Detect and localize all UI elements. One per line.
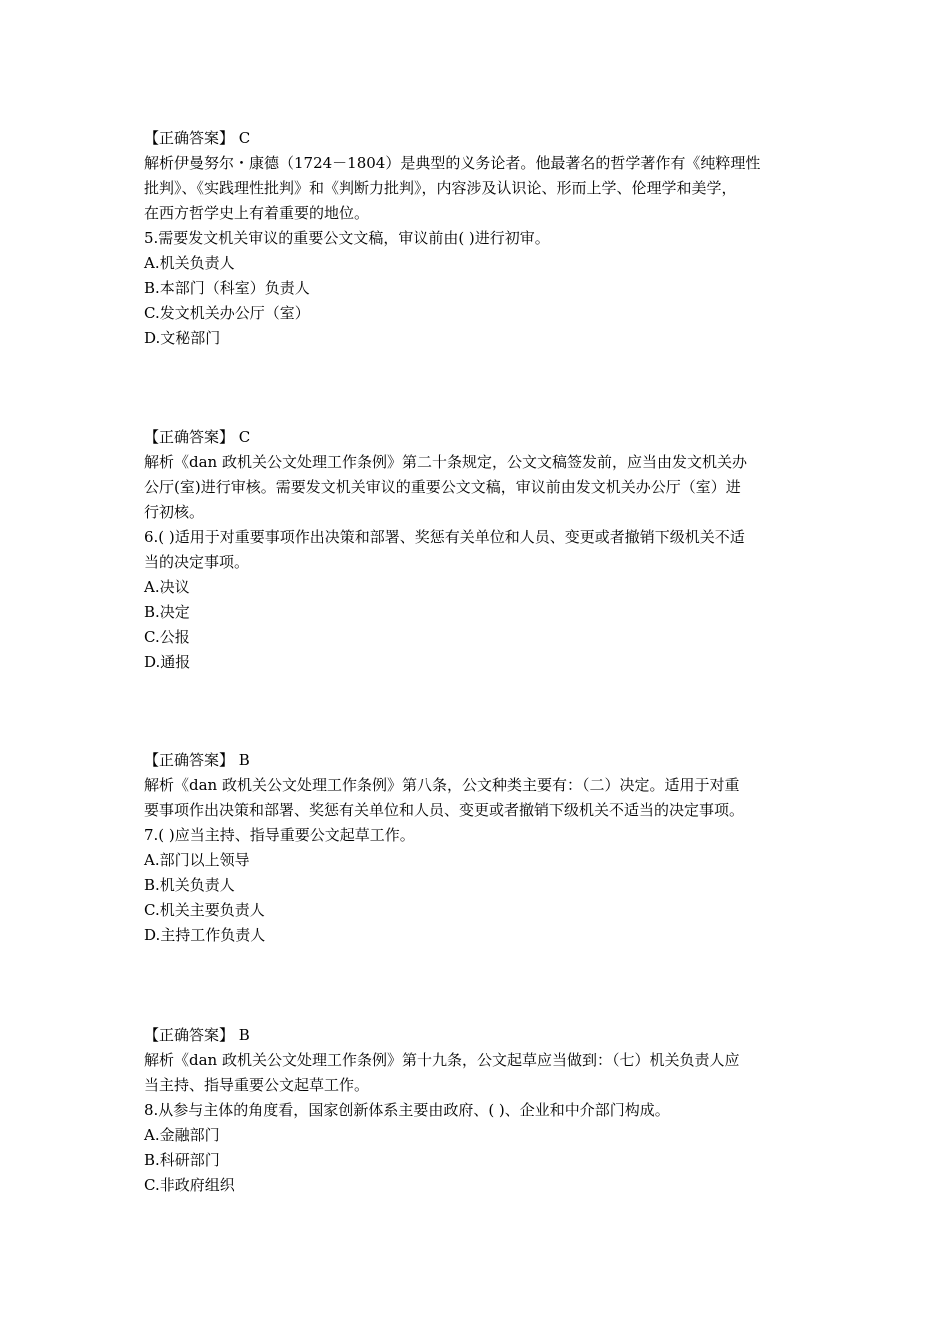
explanation-line: 解析伊曼努尔・康德（1724－1804）是典型的义务论者。他最著名的哲学著作有《纯粹理性 xyxy=(144,154,761,172)
option-d: D.通报 xyxy=(144,653,191,671)
option-c: C.发文机关办公厅（室） xyxy=(144,304,310,322)
explanation-line: 要事项作出决策和部署、奖惩有关单位和人员、变更或者撤销下级机关不适当的决定事项。 xyxy=(144,801,745,819)
option-a: A.决议 xyxy=(144,578,190,596)
option-a: A.机关负责人 xyxy=(144,254,235,272)
explanation-line: 行初核。 xyxy=(144,503,205,521)
question-7: 7.( )应当主持、指导重要公文起草工作。 xyxy=(144,826,415,844)
option-b: B.本部门（科室）负责人 xyxy=(144,279,310,297)
option-d: D.主持工作负责人 xyxy=(144,926,266,944)
explanation-line: 公厅(室)进行审核。需要发文机关审议的重要公文文稿，审议前由发文机关办公厅（室）进 xyxy=(144,478,741,496)
option-d: D.文秘部门 xyxy=(144,329,221,347)
explanation-line: 解析《dan 政机关公文处理工作条例》第十九条，公文起草应当做到：（七）机关负责人应 xyxy=(144,1051,740,1069)
option-b: B.决定 xyxy=(144,603,190,621)
question-6-cont: 当的决定事项。 xyxy=(144,553,250,571)
answer-line: 【正确答案】 B xyxy=(144,751,250,769)
question-6: 6.( )适用于对重要事项作出决策和部署、奖惩有关单位和人员、变更或者撤销下级机关不适 xyxy=(144,528,745,546)
explanation-line: 解析《dan 政机关公文处理工作条例》第二十条规定，公文文稿签发前，应当由发文机关办 xyxy=(144,453,747,471)
option-a: A.部门以上领导 xyxy=(144,851,250,869)
option-c: C.公报 xyxy=(144,628,190,646)
explanation-line: 在西方哲学史上有着重要的地位。 xyxy=(144,204,370,222)
question-5: 5.需要发文机关审议的重要公文文稿，审议前由( )进行初审。 xyxy=(144,229,550,247)
answer-line: 【正确答案】 B xyxy=(144,1026,250,1044)
answer-line: 【正确答案】 C xyxy=(144,129,251,147)
answer-line: 【正确答案】 C xyxy=(144,428,251,446)
option-a: A.金融部门 xyxy=(144,1126,220,1144)
question-8: 8.从参与主体的角度看，国家创新体系主要由政府、( )、企业和中介部门构成。 xyxy=(144,1101,670,1119)
explanation-line: 解析《dan 政机关公文处理工作条例》第八条，公文种类主要有：（二）决定。适用于对重 xyxy=(144,776,740,794)
explanation-line: 批判》、《实践理性批判》和《判断力批判》，内容涉及认识论、形而上学、伦理学和美学， xyxy=(144,179,737,197)
option-b: B.机关负责人 xyxy=(144,876,235,894)
option-b: B.科研部门 xyxy=(144,1151,220,1169)
option-c: C.机关主要负责人 xyxy=(144,901,265,919)
option-c: C.非政府组织 xyxy=(144,1176,235,1194)
explanation-line: 当主持、指导重要公文起草工作。 xyxy=(144,1076,370,1094)
